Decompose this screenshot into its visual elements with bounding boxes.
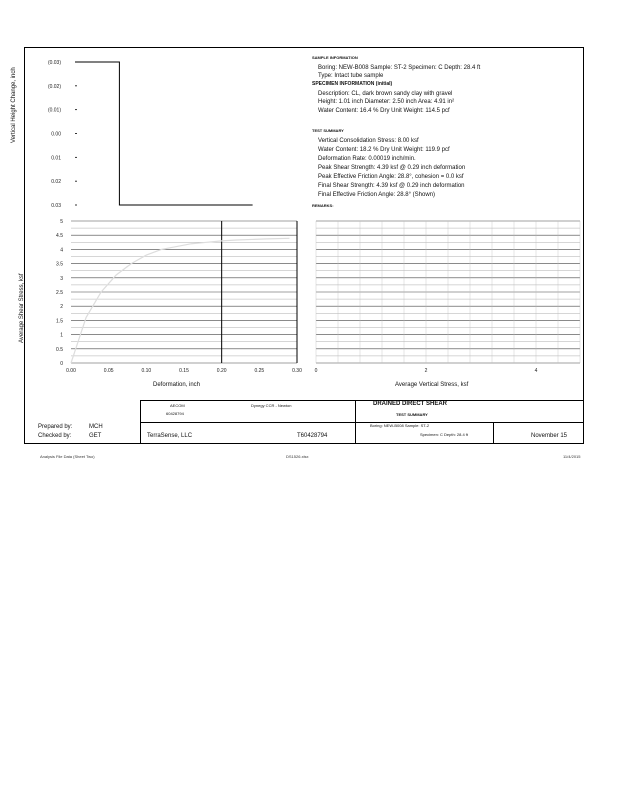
test-summary-row2: Water Content: 18.2 % Dry Unit Weight: 119.9 pcf [318, 147, 450, 153]
specimen-info-row2: Height: 1.01 inch Diameter: 2.50 inch Area: 4.91 in² [318, 99, 455, 105]
title-block-left-rule [140, 400, 141, 444]
sample-info-heading: SAMPLE INFORMATION [312, 55, 358, 60]
specimen-info-heading: SPECIMEN INFORMATION (initial) [312, 81, 393, 87]
footer-left: Analysis File Data (Sheet Two) [40, 454, 95, 459]
test-summary-row5: Peak Effective Friction Angle: 28.8°, cohesion = 0.0 ksf [318, 174, 464, 180]
height-change-chart [25, 48, 305, 208]
test-summary-row4: Peak Shear Strength: 4.39 ksf @ 0.29 inch deformation [318, 165, 466, 171]
footer-center: DS1526.xlsx [286, 454, 309, 459]
test-subtitle: TEST SUMMARY [396, 412, 428, 417]
vertical-stress-axis-label: Average Vertical Stress, ksf [395, 382, 469, 388]
height-change-series [75, 62, 253, 205]
test-summary-row7: Final Effective Friction Angle: 28.8° (Shown) [318, 192, 436, 198]
shear-stress-axis-label: Average Shear Stress, ksf [19, 273, 25, 343]
test-summary-heading: TEST SUMMARY [312, 128, 344, 133]
prepared-by-label: Prepared by: [38, 424, 73, 430]
shear-stress-y-tick-label: 4 [60, 247, 63, 254]
company-name: TerraSense, LLC [147, 433, 193, 439]
shear-stress-chart [25, 213, 310, 393]
title-block-top-rule [140, 400, 584, 401]
report-date: November 15 [531, 433, 568, 439]
test-summary-row3: Deformation Rate: 0.00019 inch/min. [318, 156, 416, 162]
shear-stress-y-tick-label: 1.5 [56, 318, 63, 325]
test-summary-row6: Final Shear Strength: 4.39 ksf @ 0.29 inch deformation [318, 183, 465, 189]
project-name: Dynegy CCR - Newton [251, 403, 292, 408]
shear-stress-y-tick-label: 2.5 [56, 290, 63, 296]
shear-stress-x-tick-label: 0.00 [66, 368, 76, 374]
sample-info-row1: Boring: NEW-B008 Sample: ST-2 Specimen: C Depth: 28.4 ft [318, 65, 481, 71]
checked-by-label: Checked by: [38, 433, 72, 439]
shear-stress-x-tick-label: 0.30 [292, 368, 302, 374]
failure-envelope-chart [310, 213, 585, 393]
envelope-x-tick-label: 0 [314, 368, 318, 374]
footer-right: 11/4/2015 [563, 454, 581, 459]
shear-stress-y-tick-label: 0 [60, 361, 63, 367]
test-summary-row1: Vertical Consolidation Stress: 8.00 ksf [318, 138, 419, 144]
height-change-tick-label: (0.02) [47, 83, 61, 90]
shear-stress-y-tick-label: 2 [60, 304, 63, 311]
height-change-tick-label: (0.01) [47, 107, 61, 114]
shear-stress-y-tick-label: 4.5 [56, 233, 63, 240]
height-change-tick-label: 0.02 [51, 179, 61, 186]
shear-stress-x-tick-label: 0.15 [179, 368, 189, 374]
shear-stress-x-tick-label: 0.10 [141, 368, 152, 374]
shear-stress-x-tick-label: 0.05 [103, 368, 114, 374]
height-change-tick-label: 0.03 [51, 203, 61, 208]
title-block-divider-1 [355, 400, 356, 444]
shear-stress-y-tick-label: 0.5 [56, 346, 63, 353]
job-number: T60428794 [297, 433, 328, 439]
checked-by-value: GET [89, 433, 102, 439]
height-change-tick-label: 0.00 [51, 131, 61, 138]
test-title: DRAINED DIRECT SHEAR [373, 401, 448, 407]
shear-stress-y-tick-label: 3.5 [56, 261, 63, 268]
client-number: 60428794 [166, 411, 184, 416]
title-boring-row: Boring: NEW-B008 Sample: ST-2 [370, 423, 430, 428]
sample-info-row2: Type: Intact tube sample [318, 73, 384, 79]
remarks-heading: REMARKS: [312, 203, 334, 208]
deformation-axis-label: Deformation, inch [153, 382, 201, 388]
title-block-divider-2 [493, 422, 494, 444]
shear-stress-x-tick-label: 0.20 [216, 368, 227, 374]
height-change-tick-label: (0.03) [47, 60, 61, 66]
title-block-mid-rule [140, 422, 584, 423]
client-name: AECOM [170, 403, 185, 408]
envelope-x-tick-label: 2 [424, 368, 428, 374]
shear-stress-series [71, 238, 289, 363]
specimen-info-row1: Description: CL, dark brown sandy clay with gravel [318, 91, 453, 97]
shear-stress-y-tick-label: 3 [60, 275, 63, 282]
envelope-x-tick-label: 4 [534, 368, 538, 374]
height-change-axis-label: Vertical Height Change, inch [11, 67, 17, 143]
report-sheet [11, 47, 584, 444]
specimen-info-row3: Water Content: 16.4 % Dry Unit Weight: 114.5 pcf [318, 108, 450, 114]
shear-stress-y-tick-label: 1 [60, 332, 63, 339]
shear-stress-x-tick-label: 0.25 [254, 368, 265, 374]
prepared-by-value: MCH [89, 424, 103, 430]
shear-stress-y-tick-label: 5 [60, 219, 63, 225]
title-specimen-row: Specimen: C Depth: 28.4 ft [420, 432, 469, 437]
height-change-tick-label: 0.01 [51, 155, 61, 162]
